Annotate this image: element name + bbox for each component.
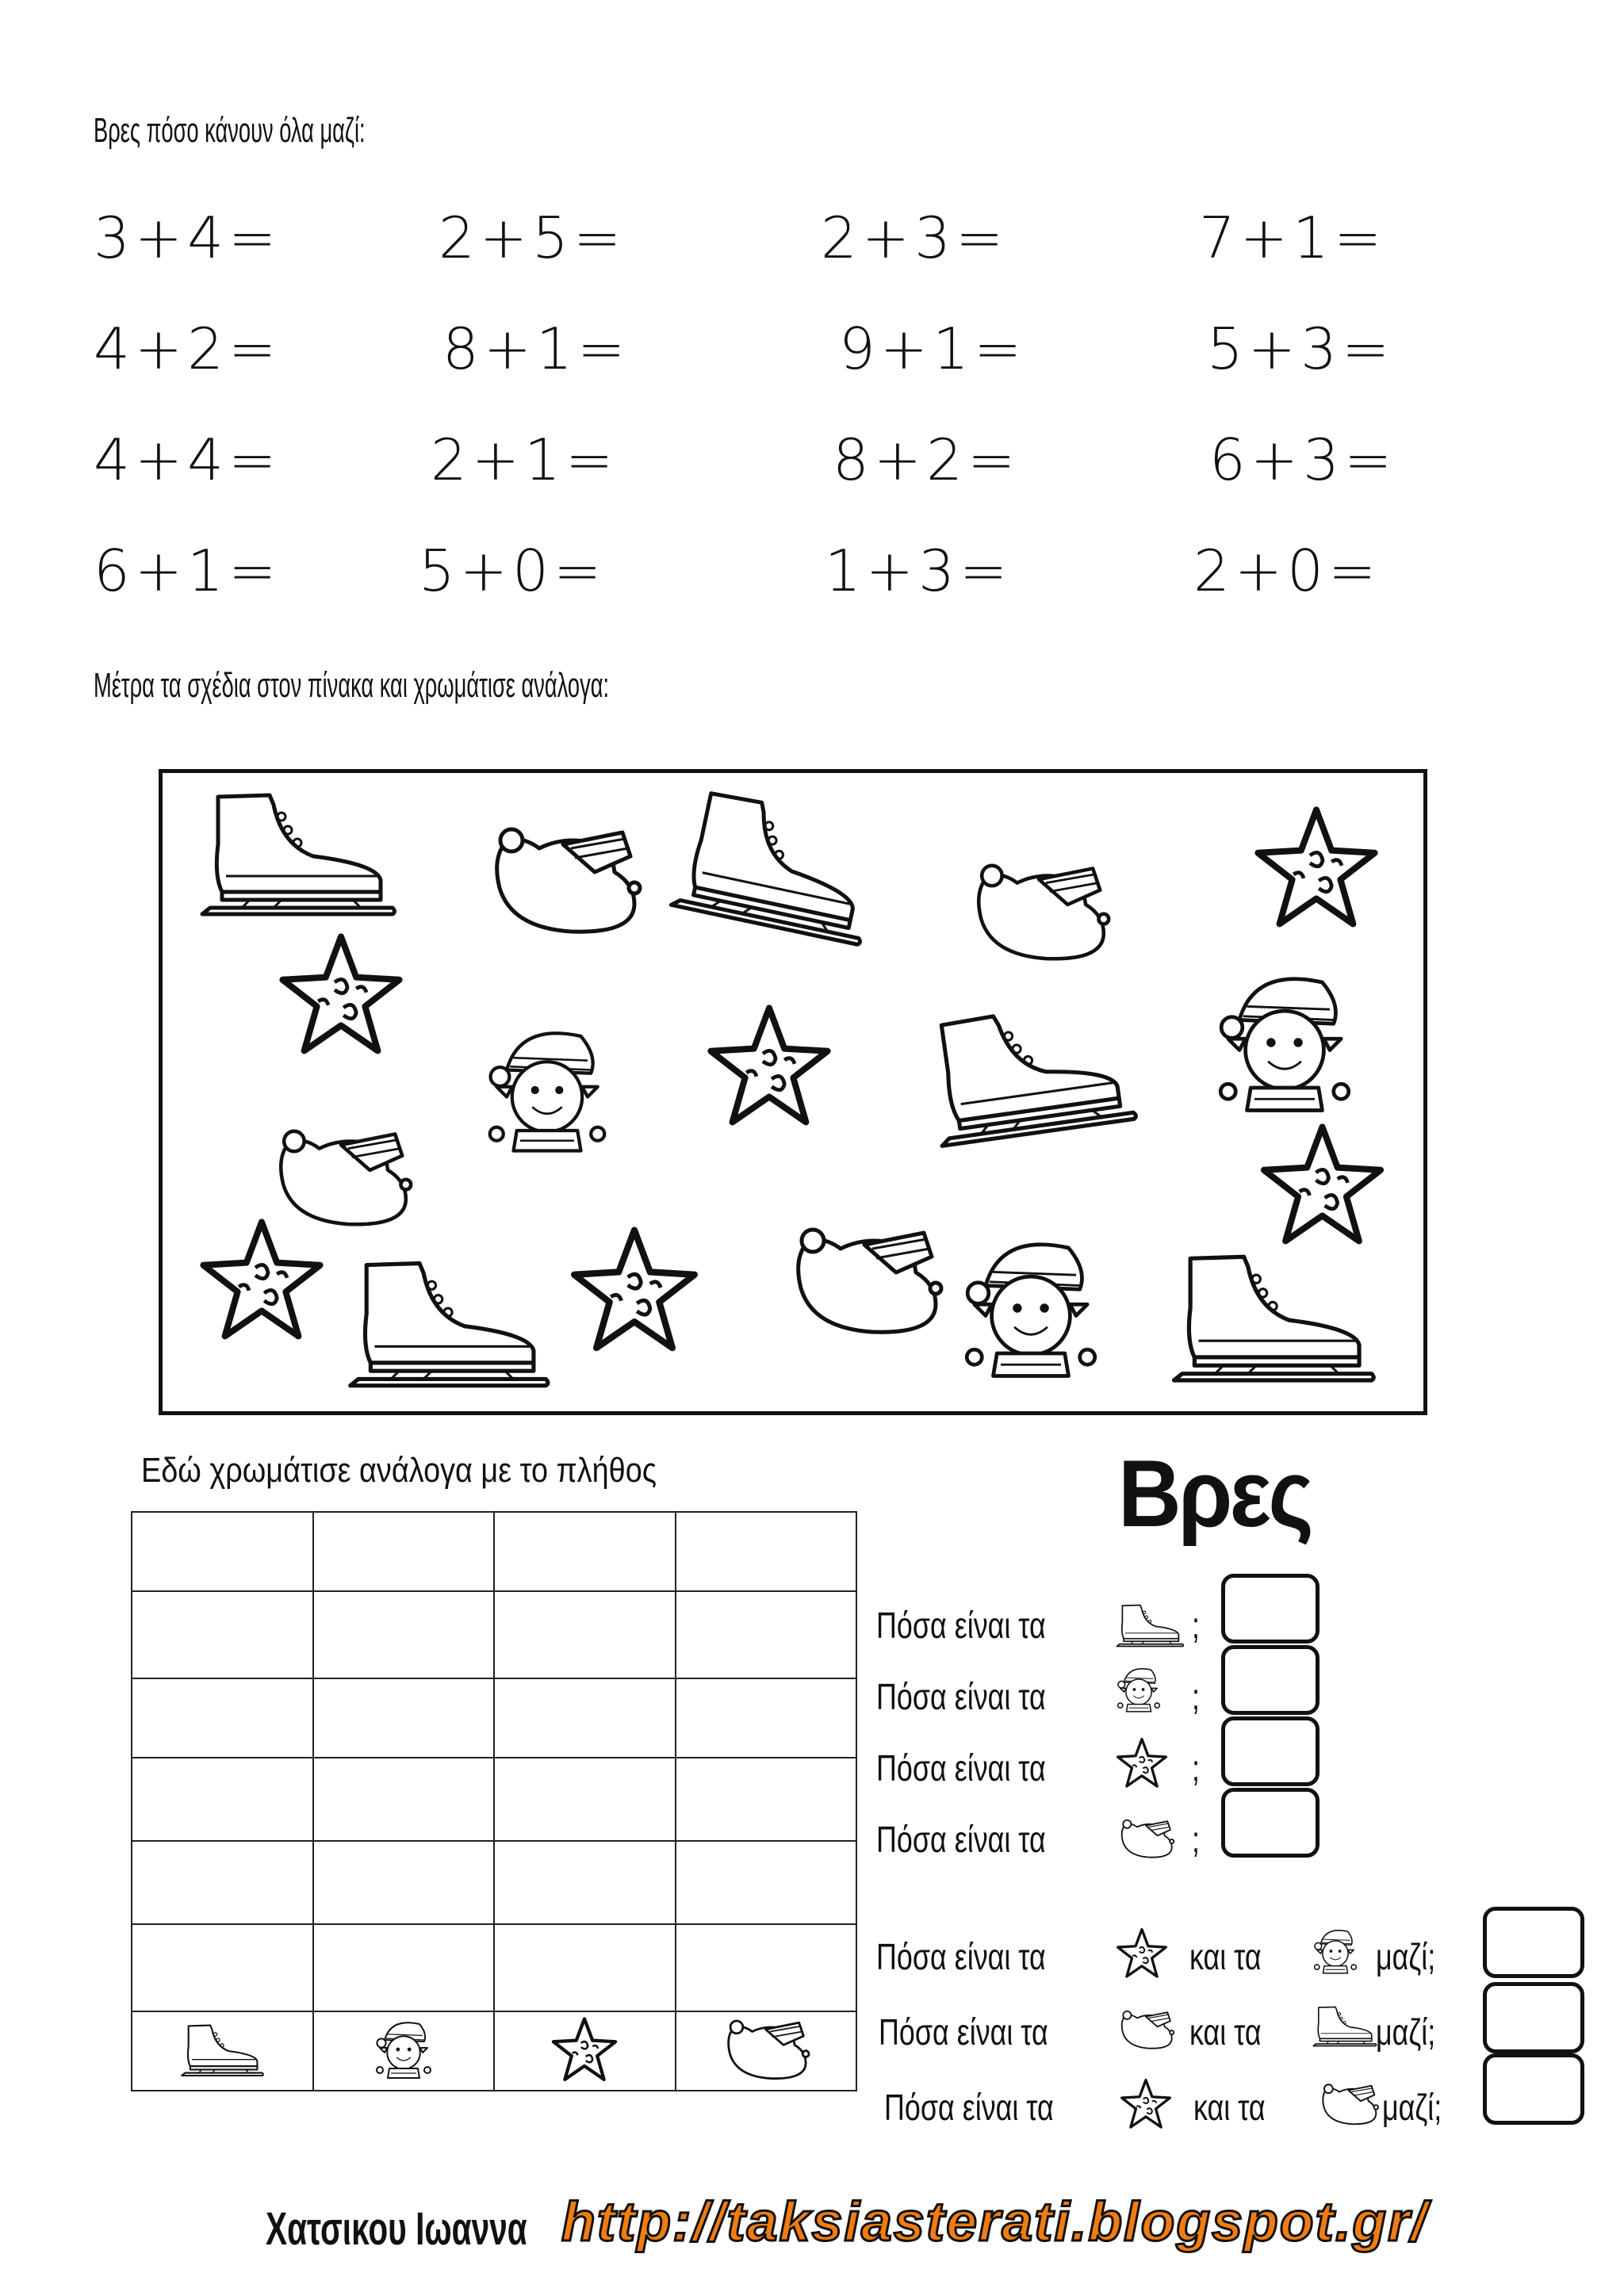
- question-text: Πόσα είναι τα: [876, 1747, 1046, 1789]
- grid-cell[interactable]: [494, 1591, 676, 1678]
- elf-shoe-icon: [281, 1131, 411, 1224]
- sum-item: 9+1=: [839, 316, 1027, 382]
- grid-cell[interactable]: [132, 1924, 313, 2011]
- star-icon: [710, 1008, 827, 1122]
- skate-icon: [925, 999, 1136, 1146]
- grid-cell[interactable]: [676, 1841, 857, 1924]
- question-text: Πόσα είναι τα: [879, 2011, 1048, 2053]
- pictograph-grid[interactable]: [131, 1511, 857, 2091]
- skate-icon: [1174, 1257, 1373, 1380]
- star-icon: [282, 936, 399, 1050]
- combo-question-row: [884, 2073, 1598, 2149]
- answer-box[interactable]: [1483, 2053, 1584, 2125]
- question-end: μαζί;: [1382, 2087, 1442, 2128]
- grid-cell[interactable]: [313, 1512, 495, 1591]
- skate-icon: [350, 1264, 548, 1386]
- question-text: Πόσα είναι τα: [876, 1605, 1046, 1646]
- answer-box[interactable]: [1221, 1716, 1320, 1786]
- elf-shoe-icon: [497, 829, 640, 932]
- sum-item: 8+1=: [442, 316, 630, 382]
- question-end: μαζί;: [1376, 1936, 1436, 1977]
- question-and: και τα: [1189, 1936, 1262, 1977]
- sum-item: 2+3=: [821, 205, 1009, 271]
- question-end: μαζί;: [1376, 2011, 1436, 2053]
- sum-item: 2+5=: [439, 205, 626, 271]
- answer-box[interactable]: [1221, 1574, 1320, 1644]
- sum-item: 1+3=: [825, 538, 1013, 604]
- elf-shoe-icon: [979, 866, 1109, 959]
- skate-icon: [1114, 1599, 1185, 1651]
- grid-cell[interactable]: [494, 1924, 676, 2011]
- skate-icon: [178, 2018, 266, 2081]
- question-mark: ;: [1192, 1676, 1200, 1717]
- sum-item: 4+2=: [94, 316, 282, 382]
- star-icon: [203, 1222, 320, 1336]
- skate-icon: [671, 789, 883, 945]
- sum-item: 5+3=: [1207, 316, 1395, 382]
- question-text: Πόσα είναι τα: [876, 1819, 1046, 1860]
- question-and: και τα: [1189, 2011, 1262, 2053]
- elf-icon: [1114, 1661, 1163, 1718]
- elf-shoe-icon: [799, 1230, 941, 1332]
- grid-cell[interactable]: [132, 1841, 313, 1924]
- grid-cell[interactable]: [494, 1678, 676, 1758]
- elf-icon: [967, 1245, 1095, 1376]
- grid-cell[interactable]: [313, 1758, 495, 1841]
- answer-box[interactable]: [1221, 1788, 1320, 1858]
- answer-box[interactable]: [1483, 1907, 1584, 1978]
- grid-cell[interactable]: [132, 1591, 313, 1678]
- grid-label-skate: [132, 2011, 313, 2091]
- star-icon: [1114, 1737, 1170, 1789]
- answer-box[interactable]: [1221, 1645, 1320, 1715]
- picture-frame: [159, 769, 1427, 1415]
- elf-shoe-icon: [1114, 1815, 1178, 1862]
- grid-label-elf: [313, 2011, 495, 2091]
- grid-cell[interactable]: [132, 1512, 313, 1591]
- sum-item: 8+2=: [833, 427, 1021, 493]
- sum-item: 6+3=: [1209, 427, 1397, 493]
- answer-box[interactable]: [1483, 1982, 1584, 2053]
- grid-cell[interactable]: [313, 1841, 495, 1924]
- skate-icon: [202, 795, 395, 914]
- grid-cell[interactable]: [676, 1678, 857, 1758]
- grid-cell[interactable]: [494, 1841, 676, 1924]
- skate-icon: [1311, 2001, 1378, 2050]
- sum-item: 2+0=: [1193, 538, 1381, 604]
- elf-icon: [1311, 1923, 1360, 1980]
- question-mark: ;: [1192, 1819, 1200, 1860]
- question-text: Πόσα είναι τα: [876, 1676, 1046, 1717]
- question-text: Πόσα είναι τα: [884, 2087, 1054, 2128]
- question-mark: ;: [1192, 1747, 1200, 1789]
- grid-cell[interactable]: [313, 1924, 495, 2011]
- combo-question-row: [876, 1923, 1590, 1998]
- grid-cell[interactable]: [494, 1512, 676, 1591]
- footer-url-link[interactable]: http://taksiasterati.blogspot.gr/: [561, 2191, 1428, 2252]
- footer-author: Χατσικου Ιωαννα: [266, 2203, 527, 2255]
- sum-item: 3+4=: [94, 205, 282, 271]
- elf-icon: [490, 1033, 605, 1150]
- graph-label: Εδώ χρωμάτισε ανάλογα με το πλήθος: [141, 1451, 657, 1490]
- elf-shoe-icon: [1114, 2006, 1178, 2053]
- question-mark: ;: [1192, 1605, 1200, 1646]
- grid-cell[interactable]: [676, 1591, 857, 1678]
- elf-shoe-icon: [1315, 2080, 1382, 2129]
- sum-item: 2+1=: [431, 427, 619, 493]
- sum-item: 5+0=: [419, 538, 607, 604]
- star-icon: [574, 1230, 695, 1349]
- question-text: Πόσα είναι τα: [876, 1936, 1046, 1977]
- elf-icon: [1220, 979, 1349, 1111]
- sum-item: 7+1=: [1199, 205, 1387, 271]
- elf-shoe-icon: [716, 2014, 815, 2085]
- instruction-count: Μέτρα τα σχέδια στον πίνακα και χρωμάτισε ανάλογα:: [94, 666, 610, 705]
- grid-cell[interactable]: [494, 1758, 676, 1841]
- grid-cell[interactable]: [313, 1678, 495, 1758]
- sum-item: 4+4=: [94, 427, 282, 493]
- grid-cell[interactable]: [676, 1512, 857, 1591]
- find-title: Βρες: [1118, 1441, 1312, 1547]
- grid-cell[interactable]: [676, 1758, 857, 1841]
- grid-cell[interactable]: [313, 1591, 495, 1678]
- grid-label-shoe: [676, 2011, 857, 2091]
- grid-label-star: [494, 2011, 676, 2091]
- grid-cell[interactable]: [132, 1758, 313, 1841]
- sum-item: 6+1=: [94, 538, 282, 604]
- star-icon: [549, 2016, 620, 2084]
- grid-cell[interactable]: [132, 1678, 313, 1758]
- instruction-add: Βρες πόσο κάνουν όλα μαζί:: [94, 111, 366, 150]
- star-icon: [1258, 809, 1374, 924]
- elf-icon: [372, 2015, 435, 2084]
- grid-cell[interactable]: [676, 1924, 857, 2011]
- question-row: [876, 1804, 1320, 1875]
- question-and: και τα: [1193, 2087, 1266, 2128]
- star-icon: [1114, 1927, 1170, 1980]
- star-icon: [1118, 2078, 1174, 2130]
- star-icon: [1264, 1127, 1381, 1241]
